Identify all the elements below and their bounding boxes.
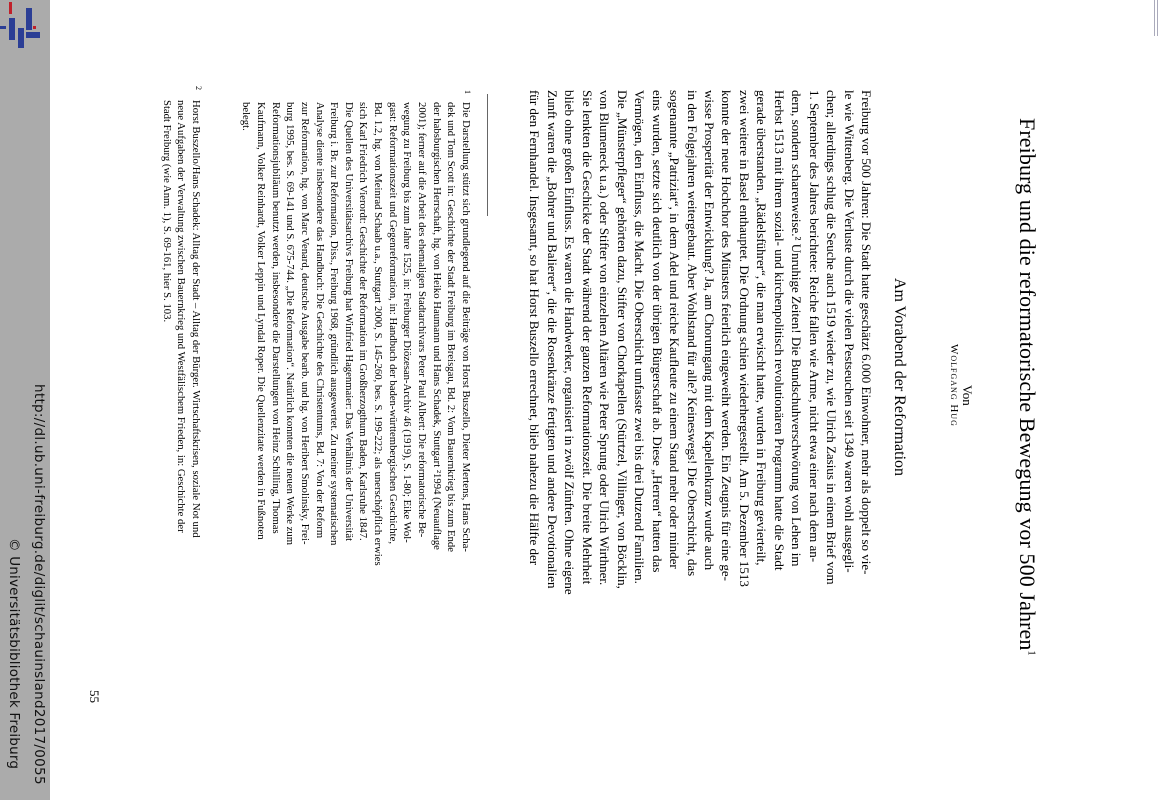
footnote-line: Die Quellen des Universitätsarchivs Freiburg hat Winfried Hagenmaier: Das Verhältnis der Universität — [342, 102, 355, 542]
viewer-sidebar — [0, 0, 50, 800]
page-title — [1014, 118, 1040, 656]
body-text-line: 1. September des Jahres berichtete: Reiche fallen wie Arme, nicht etwa einer nach dem an- — [806, 90, 822, 563]
byline-von: Von — [960, 385, 975, 406]
footnote-line: Stadt Freiburg (wie Anm. 1), S. 69-161, hier S. 103. — [160, 100, 173, 323]
footnote-1-marker: 1 — [463, 90, 472, 94]
footnote-line: wegung zu Freiburg bis zum Jahre 1525, in: Freiburger Diözesan-Archiv 46 (1919), S. 1-80; Eike Wol- — [401, 102, 414, 543]
page-number: 55 — [87, 690, 102, 703]
body-text-line: Die „Münsterpfleger“ gehörten dazu, Stifter von Chorkapellen (Stürtzel, Villinger, von Böcklin, — [614, 90, 630, 589]
footnote-line: Kaufmann, Volker Reinhardt, Volker Leppin und Lyndal Roper. Die Quellenzitate werden in Fußnoten — [254, 102, 267, 540]
body-text-line: le wie Wittenberg. Die Verluste durch die vielen Pestseuchen seit 1349 waren wohl ausgegli- — [841, 90, 857, 573]
footnote-line: der habsburgischen Herrschaft, hg. von Heiko Haumann und Hans Schadek, Stuttgart ²1994 (Neuauflage — [430, 102, 443, 550]
body-text-line: Vermögen, den Einfluss, die Macht. Die Oberschicht umfasste zwei bis drei Dutzend Familien. — [632, 90, 648, 584]
body-text-line: Herbst 1513 mit ihrem sozial- und kirchenpolitisch revolutionären Programm hatte die Stadt — [771, 90, 787, 571]
body-text-line: wisse Prosperität der Entwicklung? Ja, am Chorumgang mit dem Kapellenkranz wurde auch — [701, 90, 717, 571]
title-text: Freiburg und die reformatorische Bewegung vor 500 Jahren — [1015, 118, 1040, 651]
footnote-line: Analyse diente insbesondere das Handbuch: Die Geschichte des Christentums, Bd. 7: Von der Reform — [313, 102, 326, 539]
title-footnote-marker: 1 — [1025, 650, 1037, 656]
footnote-line: Die Darstellung stützt sich grundlegend auf die Beiträge von Horst Buszello, Dieter Mertens, Hans Scha- — [460, 102, 472, 552]
footnote-line: dek und Tom Scott in: Geschichte der Stadt Freiburg im Breisgau, Bd. 2: Vom Bauernkrieg bis zum Ende — [445, 102, 458, 552]
footnote-line: Horst Buszello/Hans Schadek: Alltag der Stadt – Alltag der Bürger. Wirtschaftskrisen, soziale Not und — [190, 100, 202, 538]
footnote-2-marker: 2 — [194, 86, 203, 90]
body-text-line: zwei weitere in Basel enthauptet. Die Ordnung schien wiederhergestellt. Am 5. Dezember 1513 — [736, 90, 752, 587]
document-url[interactable]: http://dl.ub.uni-freiburg.de/diglit/schauinsland2017/0055 — [31, 384, 47, 785]
university-library-logo-icon — [0, 2, 44, 50]
footnote-line: Freiburg i. Br. zur Reformation, Diss., Freiburg 1968, gründlich ausgewertet. Zu meiner systematischen — [328, 102, 341, 546]
body-text-line: konnte der neue Hochchor des Münsters feierlich eingeweiht werden. Ein Zeugnis für eine ge- — [719, 90, 735, 581]
footnote-line: Bd. 1.2, hg. von Meinrad Schaab u.a., Stuttgart 2000, S. 145-260, bes. S. 199-222; als unerschöpflich erwies — [372, 102, 385, 566]
footnote-line: 2001); ferner auf die Arbeit des ehemaligen Stadtarchivars Peter Paul Albert: Die reformatorische Be- — [416, 102, 429, 538]
body-text-line: von Blumeneck u.a.) oder Stifter von einzelnen Altären wie Peter Sprung oder Ulrich Wirthner. — [597, 90, 613, 586]
footnote-rule — [487, 94, 488, 216]
footnote-line: zur Reformation, hg. von Marc Venard, deutsche Ausgabe bearb. und hg. von Heribert Smolinsky, Frei- — [298, 102, 311, 545]
body-text-line: in den Folgejahren weitergebaut. Aber Wohlstand für alle? Keineswegs! Die Oberschicht, das — [684, 90, 700, 577]
body-text-line: sogenannte „Patriziat“, in dem Adel und reiche Kaufleute zu einem Stand mehr oder minder — [667, 90, 683, 569]
footnote-line: Reformationsjubiläum benutzt werden, insbesondere die Darstellungen von Heinz Schilling, Thomas — [269, 102, 282, 534]
byline-author: Wolfgang Hug — [948, 344, 960, 427]
section-heading: Am Vorabend der Reformation — [891, 278, 908, 477]
copyright-notice: © Universitätsbibliothek Freiburg — [6, 538, 22, 770]
footnote-line: neue Aufgaben der Verwaltung zwischen Bauernkrieg und Westfälischem Frieden, in: Geschichte der — [175, 100, 188, 533]
body-text-line: blieb ohne großen Einfluss. Es waren die Handwerker, organisiert in zwölf Zünften. Ohne eigene — [562, 90, 578, 595]
footnote-line: burg 1995, bes. S. 69-141 und S. 675-744. „Die Reformation“. Natürlich konnten die neuen Werke zum — [284, 102, 297, 546]
body-text-line: Zunft waren die „Bohrer und Balierer“, die die Rosenkränze fertigten und andere Devotionalien — [544, 90, 560, 589]
body-text-line: eins wurden, setzte sich deutlich von der übrigen Bürgerschaft ab. Diese „Herren“ hatten das — [649, 90, 665, 573]
footnote-line: sich Karl Friedrich Vierordt: Geschichte der Reformation im Großherzogthum Baden, Karlsruhe 1847. — [357, 102, 370, 541]
footnote-line: gast: Reformationszeit und Gegenreformation, in: Handbuch der baden-württembergischen Geschichte, — [386, 102, 399, 545]
body-text-line: dern, sondern scharenweise.² Unruhige Zeiten! Die Bundschuhverschwörung von Lehen im — [789, 90, 805, 567]
body-text-line: chen; allerdings schlug die Seuche auch 1519 wieder zu, wie Ulrich Zasius in einem Brief vom — [824, 90, 840, 585]
body-text-line: gerade überstanden. „Rädelsführer“, die man erwischt hatte, wurden in Freiburg gevierteilt, — [754, 90, 770, 566]
body-text-line: für den Fernhandel. Insgesamt, so hat Horst Buszello errechnet, blieb nahezu die Hälfte der — [527, 90, 543, 566]
body-text-line: Sie lenkten die Geschicke der Stadt während der ganzen Reformationszeit. Die breite Mehrheit — [579, 90, 595, 585]
footnote-line: belegt. — [240, 102, 253, 131]
page-edge-marker — [1153, 0, 1159, 40]
body-text-line: Freiburg vor 500 Jahren: Die Stadt hatte geschätzt 6.000 Einwohner, mehr als doppelt so vie- — [859, 90, 874, 575]
